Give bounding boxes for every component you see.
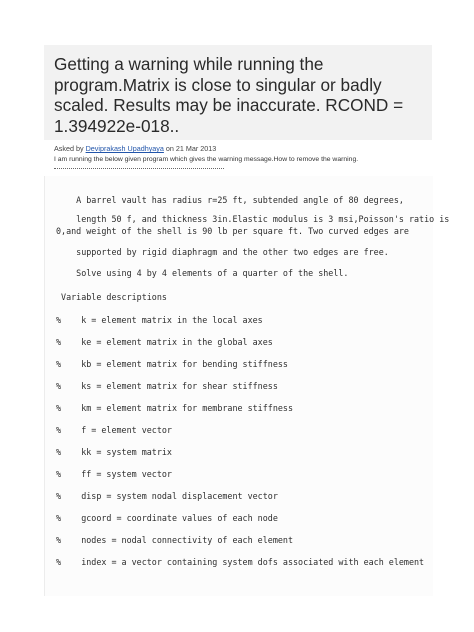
question-meta [54, 144, 216, 153]
question-date: on 21 Mar 2013 [165, 144, 217, 153]
dotted-divider [54, 168, 224, 169]
code-line: A barrel vault has radius r=25 ft, subtended angle of 80 degrees, [56, 195, 404, 205]
code-line: 0,and weight of the shell is 90 lb per square ft. Two curved edges are [56, 226, 409, 236]
question-title: Getting a warning while running the program.Matrix is close to singular or badly scaled. Results may be inaccurate. RCOND = 1.394922e-018.. [54, 54, 404, 136]
asked-by-label: Asked by [54, 144, 84, 153]
question-description: I am running the below given program which gives the warning message.How to remove the warning. [54, 156, 359, 163]
code-line: % kk = system matrix [56, 447, 172, 457]
code-line: % ke = element matrix in the global axes [56, 337, 273, 347]
code-line: Variable descriptions [56, 292, 167, 302]
code-line: % f = element vector [56, 425, 172, 435]
code-line: % gcoord = coordinate values of each node [56, 513, 278, 523]
code-line: % k = element matrix in the local axes [56, 315, 263, 325]
code-line: Solve using 4 by 4 elements of a quarter of the shell. [56, 268, 349, 278]
code-line: length 50 f, and thickness 3in.Elastic modulus is 3 msi,Poisson's ratio is [56, 214, 450, 224]
code-line: % km = element matrix for membrane stiffness [56, 403, 293, 413]
code-line: % kb = element matrix for bending stiffness [56, 359, 288, 369]
author-link[interactable]: Deviprakash Upadhyaya [85, 144, 164, 153]
code-line: % nodes = nodal connectivity of each element [56, 535, 293, 545]
code-line: % ks = element matrix for shear stiffness [56, 381, 278, 391]
code-line: supported by rigid diaphragm and the other two edges are free. [56, 247, 389, 257]
code-line: % index = a vector containing system dofs associated with each element [56, 557, 425, 567]
code-line: % ff = system vector [56, 469, 172, 479]
code-line: % disp = system nodal displacement vector [56, 491, 278, 501]
